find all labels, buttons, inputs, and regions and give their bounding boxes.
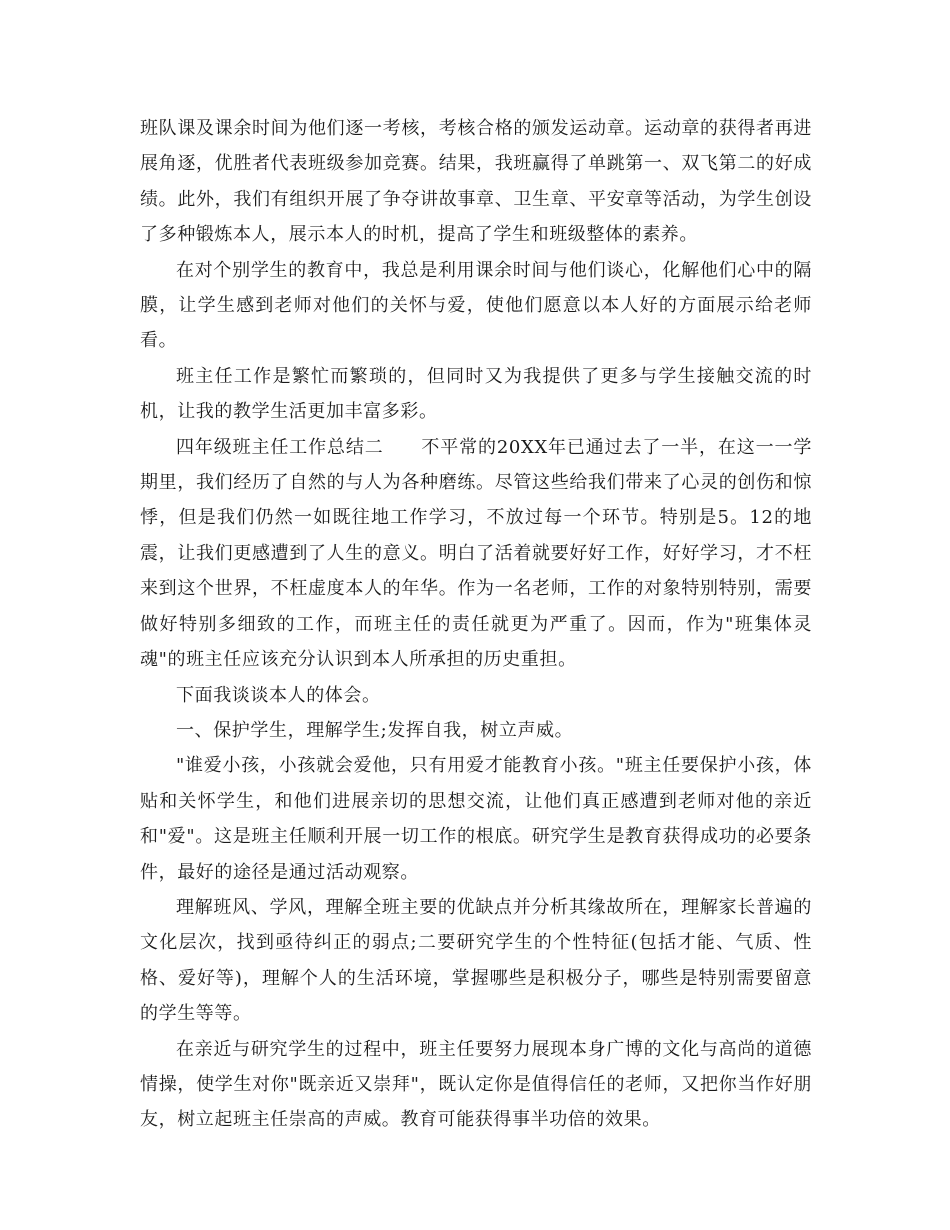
document-body <box>140 111 812 1138</box>
paragraph-continued: 班队课及课余时间为他们逐一考核，考核合格的颁发运动章。运动章的获得者再进展角逐，优胜者代表班级参加竞赛。结果，我班赢得了单跳第一、双飞第二的好成绩。此外，我们有组织开展了争夺讲故事章、卫生章、平安章等活动，为学生创设了多种锻炼本人，展示本人的时机，提高了学生和班级整体的素养。 <box>140 118 812 246</box>
subheading: 一、保护学生，理解学生;发挥自我，树立声威。 <box>176 719 574 741</box>
paragraph: 理解班风、学风，理解全班主要的优缺点并分析其缘故所在，理解家长普遍的文化层次，找到亟待纠正的弱点;二要研究学生的个性特征(包括才能、气质、性格、爱好等)，理解个人的生活环境，掌握哪些是积极分子，哪些是特别需要留意的学生等等。 <box>140 896 812 1025</box>
paragraph: 在亲近与研究学生的过程中，班主任要努力展现本身广博的文化与高尚的道德情操，使学生对你"既亲近又崇拜"，既认定你是值得信任的老师，又把你当作好朋友，树立起班主任崇高的声威。教育可能获得事半功倍的效果。 <box>140 1038 812 1131</box>
paragraph-section-heading: 四年级班主任工作总结二 不平常的20XX年已通过去了一半，在这一一学期里，我们经历了自然的与人为各种磨练。尽管这些给我们带来了心灵的创伤和惊悸，但是我们仍然一如既往地工作学习，不放过每一个环节。特别是5。12的地震，让我们更感遭到了人生的意义。明白了活着就要好好工作，好好学习，才不枉来到这个世界，不枉虚度本人的年华。作为一名老师，工作的对象特别特别，需要做好特别多细致的工作，而班主任的责任就更为严重了。因而，作为"班集体灵魂"的班主任应该充分认识到本人所承担的历史重担。 <box>140 436 812 671</box>
paragraph: 在对个别学生的教育中，我总是利用课余时间与他们谈心，化解他们心中的隔膜，让学生感到老师对他们的关怀与爱，使他们愿意以本人好的方面展示给老师看。 <box>140 259 812 352</box>
paragraph: "谁爱小孩，小孩就会爱他，只有用爱才能教育小孩。"班主任要保护小孩，体贴和关怀学生，和他们进展亲切的思想交流，让他们真正感遭到老师对他的亲近和"爱"。这是班主任顺利开展一切工作的根底。研究学生是教育获得成功的必要条件，最好的途径是通过活动观察。 <box>140 755 812 883</box>
paragraph: 班主任工作是繁忙而繁琐的，但同时又为我提供了更多与学生接触交流的时机，让我的教学生活更加丰富多彩。 <box>140 365 812 423</box>
paragraph: 下面我谈谈本人的体会。 <box>176 684 381 706</box>
